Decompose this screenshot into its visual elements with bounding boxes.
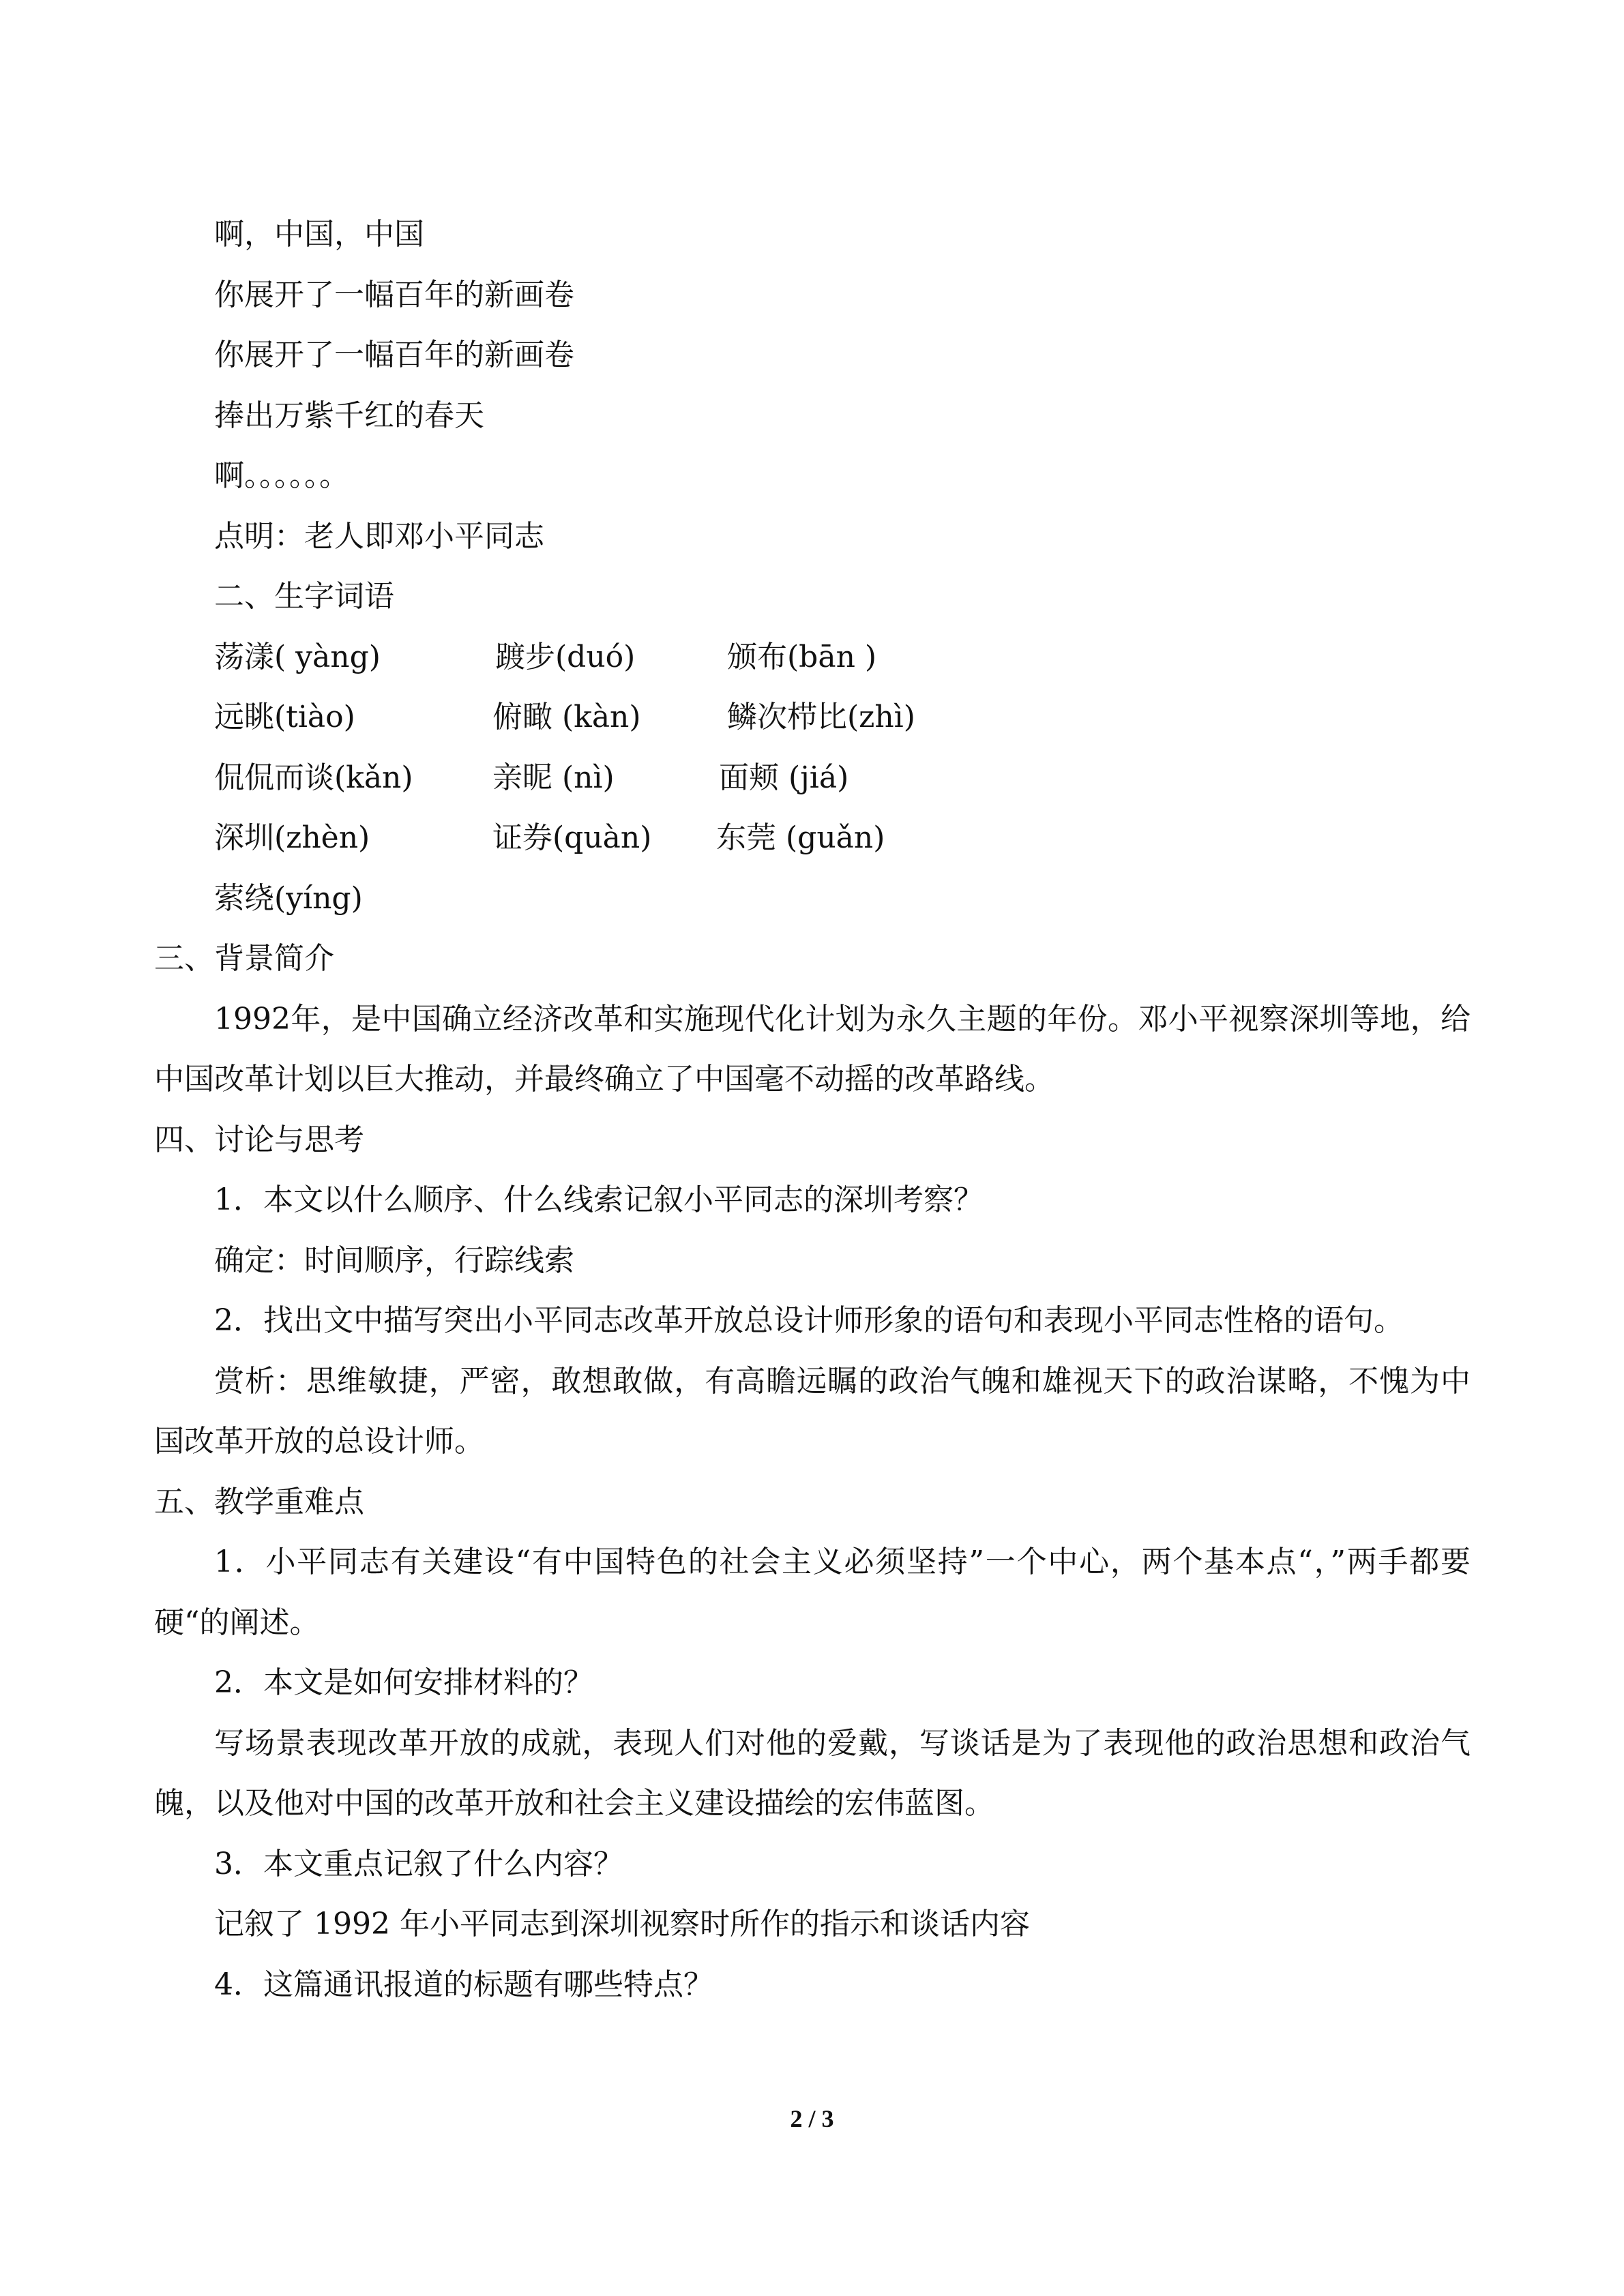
vocab-item: 亲昵 (nì) [492, 760, 615, 795]
vocab-item: 萦绕(yíng) [214, 880, 363, 916]
question: 2．本文是如何安排材料的？ [214, 1665, 593, 1700]
section-heading: 五、教学重难点 [154, 1484, 364, 1519]
poem-line: 啊，中国，中国 [214, 217, 424, 252]
vocab-row [154, 687, 1471, 748]
section-heading: 四、讨论与思考 [154, 1122, 364, 1157]
poem-line: 啊。。。。。。 [214, 458, 349, 493]
vocab-item: 证券(quàn) [492, 820, 652, 855]
poem-line: 你展开了一幅百年的新画卷 [214, 338, 574, 372]
document-body [154, 205, 1471, 2015]
vocab-item: 鳞次栉比(zhì) [727, 700, 915, 734]
paragraph: 1．小平同志有关建设“有中国特色的社会主义必须坚持”一个中心，两个基本点“，”两手都要硬“的阐述。 [154, 1545, 1471, 1640]
vocab-item: 颁布(bān ) [727, 639, 877, 674]
question: 3．本文重点记叙了什么内容？ [214, 1846, 623, 1881]
answer: 写场景表现改革开放的成就，表现人们对他的爱戴，写谈话是为了表现他的政治思想和政治气魄，以及他对中国的改革开放和社会主义建设描绘的宏伟蓝图。 [154, 1725, 1471, 1821]
vocab-row [154, 808, 1471, 869]
poem-line: 捧出万紫千红的春天 [214, 398, 484, 433]
vocab-item: 荡漾( yàng) [214, 639, 381, 674]
vocab-row [154, 748, 1471, 809]
vocab-row [154, 627, 1471, 688]
vocab-item: 侃侃而谈(kǎn) [214, 760, 413, 795]
vocab-item: 踱步(duó) [495, 639, 636, 674]
vocab-item: 东莞 (guǎn) [716, 820, 885, 855]
answer: 赏析：思维敏捷，严密，敢想敢做，有高瞻远瞩的政治气魄和雄视天下的政治谋略，不愧为中国改革开放的总设计师。 [154, 1363, 1471, 1459]
vocab-item: 远眺(tiào) [214, 700, 355, 734]
section-heading: 三、背景简介 [154, 941, 334, 976]
page-number: 2 / 3 [790, 2105, 834, 2132]
vocab-heading: 二、生字词语 [214, 579, 394, 614]
answer: 确定：时间顺序，行踪线索 [214, 1242, 574, 1278]
vocab-item: 深圳(zhèn) [214, 820, 370, 855]
note-line: 点明：老人即邓小平同志 [214, 518, 544, 554]
question: 4．这篇通讯报道的标题有哪些特点？ [214, 1967, 713, 2002]
poem-line: 你展开了一幅百年的新画卷 [214, 277, 574, 312]
vocab-row [154, 869, 1471, 929]
vocab-item: 俯瞰 (kàn) [492, 700, 641, 734]
vocab-item: 面颊 (jiá) [719, 760, 849, 795]
question: 1．本文以什么顺序、什么线索记叙小平同志的深圳考察？ [214, 1182, 984, 1217]
question: 2．找出文中描写突出小平同志改革开放总设计师形象的语句和表现小平同志性格的语句。 [214, 1303, 1404, 1338]
answer: 记叙了 1992 年小平同志到深圳视察时所作的指示和谈话内容 [214, 1907, 1030, 1941]
paragraph: 1992年，是中国确立经济改革和实施现代化计划为永久主题的年份。邓小平视察深圳等地，给中国改革计划以巨大推动，并最终确立了中国毫不动摇的改革路线。 [154, 1001, 1471, 1097]
